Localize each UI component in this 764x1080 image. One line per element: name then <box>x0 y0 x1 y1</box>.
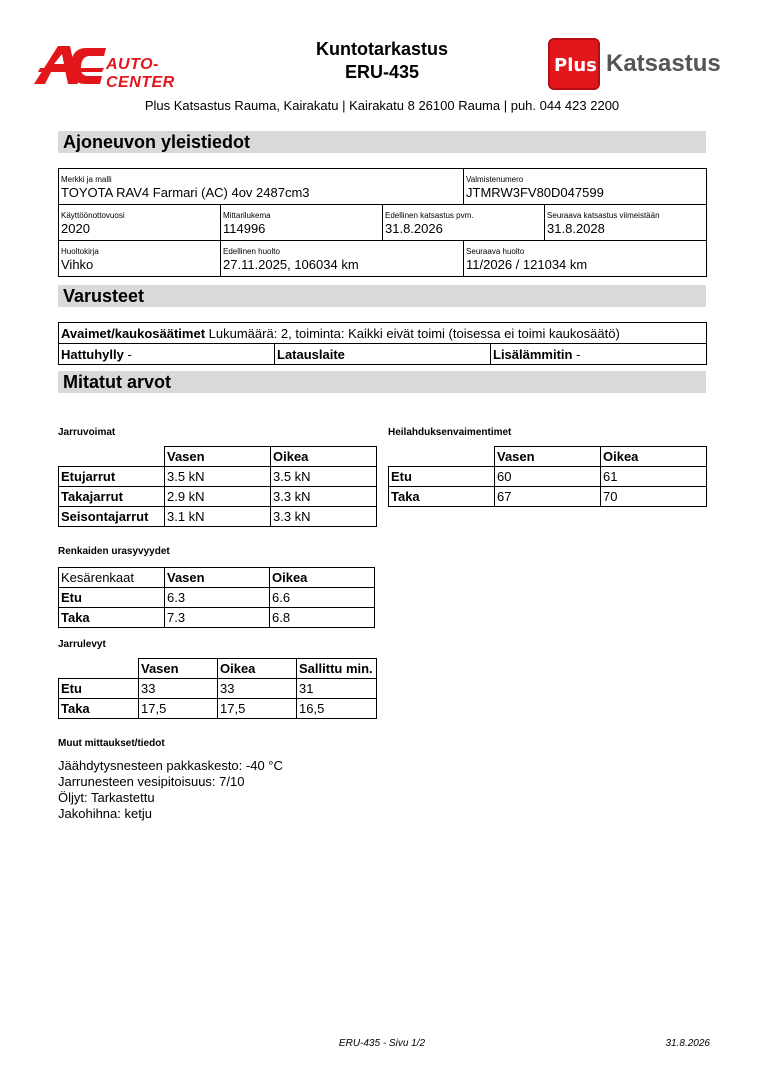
brakes-title: Jarruvoimat <box>58 427 116 438</box>
discs-header-1: Vasen <box>139 659 218 679</box>
note-line: Jäähdytysnesteen pakkaskesto: -40 °C <box>58 758 283 773</box>
next-inspection-cell <box>545 205 707 241</box>
brakes-row-label: Etujarrut <box>59 467 165 487</box>
footer-page: ERU-435 - Sivu 1/2 <box>338 1038 426 1049</box>
table-row <box>59 699 377 719</box>
brakes-row-label: Takajarrut <box>59 487 165 507</box>
tires-header-1: Vasen <box>165 568 270 588</box>
prev-service-cell <box>221 241 464 277</box>
section-measurements-title: Mitatut arvot <box>58 371 706 393</box>
discs-row-label: Taka <box>59 699 139 719</box>
shocks-header-2: Oikea <box>601 447 707 467</box>
table-row <box>389 487 707 507</box>
table-row <box>59 679 377 699</box>
tires-header-0: Kesärenkaat <box>59 568 165 588</box>
table-row <box>389 467 707 487</box>
next-service-cell <box>464 241 707 277</box>
discs-header-row <box>59 659 377 679</box>
plus-badge <box>548 38 600 90</box>
section-equipment-title: Varusteet <box>58 285 706 307</box>
vin-value: JTMRW3FV80D047599 <box>466 185 604 200</box>
shocks-cell: 61 <box>601 467 707 487</box>
first-use-value: 2020 <box>61 221 90 236</box>
tires-cell: 6.3 <box>165 588 270 608</box>
registration-plate: ERU-435 <box>344 62 420 82</box>
brakes-header-2: Oikea <box>271 447 377 467</box>
discs-cell: 31 <box>297 679 377 699</box>
plus-katsastus-logo <box>548 38 730 90</box>
shocks-cell: 60 <box>495 467 601 487</box>
make-model-value: TOYOTA RAV4 Farmari (AC) 4ov 2487cm3 <box>61 185 310 200</box>
roof-rack-value: - <box>127 346 132 362</box>
tires-row-label: Taka <box>59 608 165 628</box>
service-book-value: Vihko <box>61 257 94 272</box>
charger-cell <box>275 344 491 365</box>
discs-cell: 33 <box>218 679 297 699</box>
tires-cell: 6.8 <box>270 608 375 628</box>
equipment-table <box>58 322 707 365</box>
note-line: Öljyt: Tarkastettu <box>58 790 155 805</box>
discs-header-3: Sallittu min. <box>297 659 377 679</box>
discs-row-label: Etu <box>59 679 139 699</box>
tires-cell: 7.3 <box>165 608 270 628</box>
table-row <box>59 608 375 628</box>
odometer-value: 114996 <box>223 221 266 236</box>
shocks-header-0 <box>389 447 495 467</box>
vin-label: Valmistenumero <box>466 175 524 184</box>
prev-inspection-label: Edellinen katsastus pvm. <box>385 211 474 220</box>
first-use-label: Käyttöönottovuosi <box>61 211 125 220</box>
next-inspection-value: 31.8.2028 <box>547 221 605 236</box>
discs-cell: 16,5 <box>297 699 377 719</box>
footer-date: 31.8.2026 <box>665 1038 710 1049</box>
odometer-cell <box>221 205 383 241</box>
discs-table <box>58 658 377 719</box>
katsastus-wordmark: Katsastus <box>606 50 721 77</box>
shocks-row-label: Etu <box>389 467 495 487</box>
keys-label: Avaimet/kaukosäätimet <box>61 325 206 341</box>
shocks-table <box>388 446 707 507</box>
prev-service-value: 27.11.2025, 106034 km <box>223 257 359 272</box>
odometer-label: Mittarilukema <box>223 211 271 220</box>
brakes-cell: 2.9 kN <box>165 487 271 507</box>
shocks-header-1: Vasen <box>495 447 601 467</box>
brakes-cell: 3.5 kN <box>271 467 377 487</box>
brakes-cell: 3.1 kN <box>165 507 271 527</box>
make-model-label: Merkki ja malli <box>61 175 112 184</box>
brakes-row-label: Seisontajarrut <box>59 507 165 527</box>
table-row <box>59 487 377 507</box>
roof-rack-label: Hattuhylly <box>61 346 124 362</box>
tires-title: Renkaiden urasyvyydet <box>58 546 170 557</box>
document-title: Kuntotarkastus <box>315 39 449 59</box>
station-contact-line: Plus Katsastus Rauma, Kairakatu | Kairakatu 8 26100 Rauma | puh. 044 423 2200 <box>144 98 620 113</box>
discs-cell: 17,5 <box>139 699 218 719</box>
auto-center-wordmark: AUTO-CENTER <box>106 56 175 91</box>
tires-table <box>58 567 375 628</box>
next-service-value: 11/2026 / 121034 km <box>466 257 588 272</box>
other-notes <box>58 758 283 822</box>
tires-header-row <box>59 568 375 588</box>
vin-cell <box>464 169 707 205</box>
next-inspection-label: Seuraava katsastus viimeistään <box>547 211 660 220</box>
discs-title: Jarrulevyt <box>58 639 106 650</box>
brakes-cell: 3.3 kN <box>271 487 377 507</box>
shocks-title: Heilahduksenvaimentimet <box>388 427 512 438</box>
roof-rack-cell <box>59 344 275 365</box>
plus-badge-text: Plus <box>554 55 597 76</box>
brakes-table <box>58 446 377 527</box>
brakes-cell: 3.3 kN <box>271 507 377 527</box>
service-book-cell <box>59 241 221 277</box>
table-row <box>59 467 377 487</box>
shocks-cell: 70 <box>601 487 707 507</box>
shocks-header-row <box>389 447 707 467</box>
note-line: Jakohihna: ketju <box>58 806 152 821</box>
discs-header-0 <box>59 659 139 679</box>
shocks-cell: 67 <box>495 487 601 507</box>
section-vehicle-info-title: Ajoneuvon yleistiedot <box>58 131 706 153</box>
next-service-label: Seuraava huolto <box>466 247 525 256</box>
tires-cell: 6.6 <box>270 588 375 608</box>
note-line: Jarrunesteen vesipitoisuus: 7/10 <box>58 774 245 789</box>
keys-row <box>59 323 707 344</box>
brakes-header-1: Vasen <box>165 447 271 467</box>
keys-value: Lukumäärä: 2, toiminta: Kaikki eivät toimi (toisessa ei toimi kaukosäätö) <box>208 325 620 341</box>
document-title-block <box>282 38 482 84</box>
heater-cell <box>491 344 707 365</box>
shocks-row-label: Taka <box>389 487 495 507</box>
discs-cell: 17,5 <box>218 699 297 719</box>
table-row <box>59 588 375 608</box>
tires-row-label: Etu <box>59 588 165 608</box>
brakes-header-row <box>59 447 377 467</box>
other-title: Muut mittaukset/tiedot <box>58 738 165 749</box>
brakes-header-0 <box>59 447 165 467</box>
heater-label: Lisälämmitin <box>493 346 573 362</box>
make-model-cell <box>59 169 464 205</box>
tires-header-2: Oikea <box>270 568 375 588</box>
table-row <box>59 507 377 527</box>
heater-value: - <box>576 346 581 362</box>
vehicle-info-table <box>58 168 707 277</box>
discs-header-2: Oikea <box>218 659 297 679</box>
charger-label: Latauslaite <box>277 346 345 362</box>
discs-cell: 33 <box>139 679 218 699</box>
service-book-label: Huoltokirja <box>61 247 99 256</box>
brakes-cell: 3.5 kN <box>165 467 271 487</box>
auto-center-logo <box>34 44 224 91</box>
prev-inspection-cell <box>383 205 545 241</box>
prev-service-label: Edellinen huolto <box>223 247 280 256</box>
prev-inspection-value: 31.8.2026 <box>385 221 443 236</box>
first-use-cell <box>59 205 221 241</box>
